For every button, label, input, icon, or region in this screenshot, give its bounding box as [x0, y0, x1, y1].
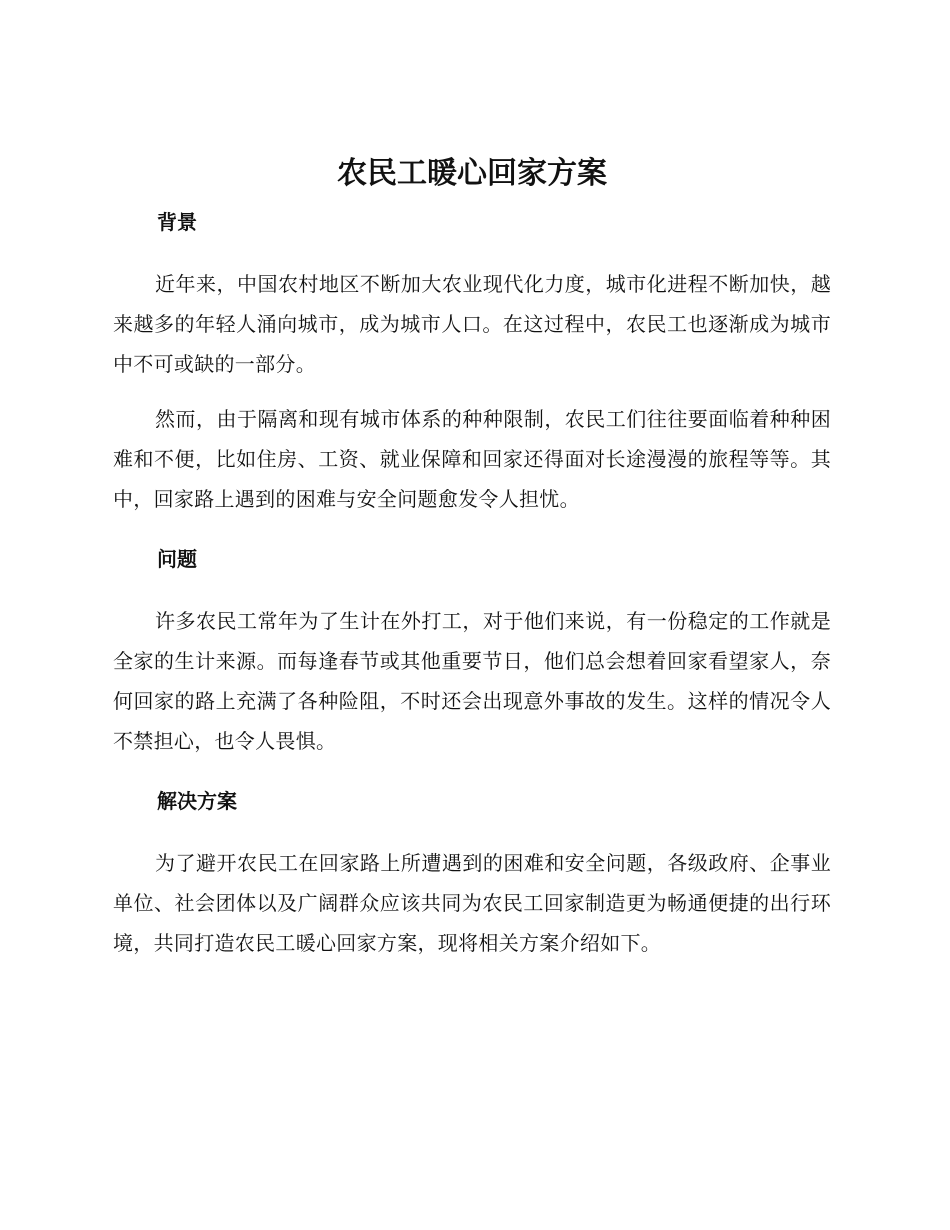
document-title: 农民工暖心回家方案 — [337, 156, 607, 191]
paragraph: 然而，由于隔离和现有城市体系的种种限制，农民工们往往要面临着种种困难和不便，比如住房、工资、就业保障和回家还得面对长途漫漫的旅程等等。其中，回家路上遇到的困难与安全问题愈发令人担忧。 — [113, 407, 831, 511]
section-heading-solution: 解决方案 — [157, 789, 237, 813]
section-heading-background: 背景 — [157, 210, 197, 234]
document-body — [113, 150, 831, 963]
paragraph: 为了避开农民工在回家路上所遭遇到的困难和安全问题，各级政府、企事业单位、社会团体以及广阔群众应该共同为农民工回家制造更为畅通便捷的出行环境，共同打造农民工暖心回家方案，现将相关方案介绍如下。 — [113, 851, 831, 955]
paragraph: 许多农民工常年为了生计在外打工，对于他们来说，有一份稳定的工作就是全家的生计来源。而每逢春节或其他重要节日，他们总会想着回家看望家人，奈何回家的路上充满了各种险阻，不时还会出现意外事故的发生。这样的情况令人不禁担心，也令人畏惧。 — [113, 609, 831, 753]
paragraph: 近年来，中国农村地区不断加大农业现代化力度，城市化进程不断加快，越来越多的年轻人涌向城市，成为城市人口。在这过程中，农民工也逐渐成为城市中不可或缺的一部分。 — [113, 272, 831, 376]
section-heading-problem: 问题 — [157, 547, 197, 571]
